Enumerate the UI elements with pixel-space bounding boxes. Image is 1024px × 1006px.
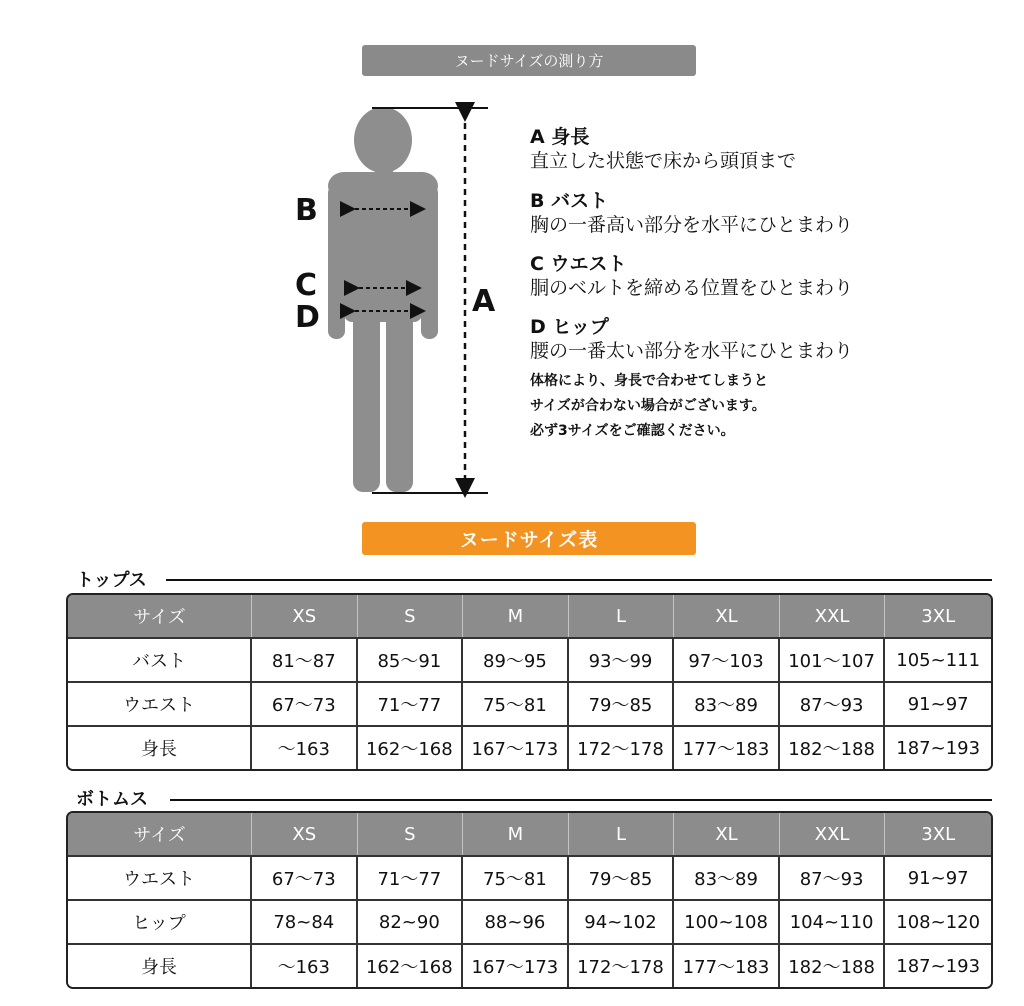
label-b: B bbox=[295, 193, 318, 228]
row-label: ウエスト bbox=[68, 855, 252, 899]
table-cell: 104~110 bbox=[780, 899, 886, 943]
column-header: XS bbox=[252, 813, 358, 855]
measure-b-title: B バスト bbox=[530, 190, 609, 212]
table-cell: 172～178 bbox=[569, 725, 675, 769]
measure-c-desc: 胴のベルトを締める位置をひとまわり bbox=[530, 277, 854, 299]
right-leg-shape bbox=[386, 312, 413, 492]
table-row bbox=[68, 681, 991, 725]
table-cell: 85～91 bbox=[358, 637, 464, 681]
table-cell: 93～99 bbox=[569, 637, 675, 681]
column-header: 3XL bbox=[885, 595, 991, 637]
column-header: XXL bbox=[780, 813, 886, 855]
table-row bbox=[68, 899, 991, 943]
measure-b bbox=[530, 189, 950, 238]
bottoms-rule bbox=[170, 799, 992, 801]
size-note bbox=[530, 369, 768, 444]
table-cell: 75～81 bbox=[463, 681, 569, 725]
tops-rule bbox=[166, 579, 992, 581]
column-header: S bbox=[358, 813, 464, 855]
label-a: A bbox=[472, 284, 496, 319]
column-header: XL bbox=[674, 595, 780, 637]
table-cell: 83～89 bbox=[674, 681, 780, 725]
note-line: サイズが合わない場合がございます。 bbox=[530, 398, 766, 414]
table-cell: ～163 bbox=[252, 725, 358, 769]
table-row bbox=[68, 637, 991, 681]
bottoms-title: ボトムス bbox=[76, 789, 148, 810]
table-cell: 91~97 bbox=[885, 855, 991, 899]
measure-c-title: C ウエスト bbox=[530, 253, 627, 275]
table-cell: 177～183 bbox=[674, 725, 780, 769]
table-cell: 79～85 bbox=[569, 681, 675, 725]
measure-d-desc: 腰の一番太い部分を水平にひとまわり bbox=[530, 340, 854, 362]
table-cell: 87～93 bbox=[780, 855, 886, 899]
table-cell: 89～95 bbox=[463, 637, 569, 681]
torso-shape bbox=[344, 182, 422, 322]
row-label: 身長 bbox=[68, 943, 252, 987]
measure-a bbox=[530, 125, 950, 174]
label-c: C bbox=[295, 268, 318, 303]
measure-c bbox=[530, 252, 950, 301]
note-line: 体格により、身長で合わせてしまうと bbox=[530, 373, 768, 389]
table-row bbox=[68, 943, 991, 987]
table-header-row bbox=[68, 595, 991, 637]
table-cell: 167～173 bbox=[463, 943, 569, 987]
measure-a-desc: 直立した状態で床から頭頂まで bbox=[530, 150, 797, 172]
table-cell: 94~102 bbox=[569, 899, 675, 943]
table-cell: 71～77 bbox=[358, 681, 464, 725]
table-cell: 88~96 bbox=[463, 899, 569, 943]
table-cell: 172～178 bbox=[569, 943, 675, 987]
table-cell: 167～173 bbox=[463, 725, 569, 769]
column-header: 3XL bbox=[885, 813, 991, 855]
bottoms-size-table bbox=[66, 811, 993, 989]
column-header: L bbox=[569, 813, 675, 855]
table-cell: 187~193 bbox=[885, 725, 991, 769]
tops-title: トップス bbox=[76, 570, 147, 591]
tops-size-table bbox=[66, 593, 993, 771]
column-header: サイズ bbox=[68, 813, 252, 855]
table-cell: 79～85 bbox=[569, 855, 675, 899]
table-header-row bbox=[68, 813, 991, 855]
size-table-header-text: ヌードサイズ表 bbox=[459, 529, 599, 551]
table-cell: 81～87 bbox=[252, 637, 358, 681]
table-cell: ～163 bbox=[252, 943, 358, 987]
table-cell: 177～183 bbox=[674, 943, 780, 987]
column-header: L bbox=[569, 595, 675, 637]
label-d: D bbox=[295, 300, 320, 335]
table-cell: 67～73 bbox=[252, 681, 358, 725]
row-label: バスト bbox=[68, 637, 252, 681]
table-cell: 82~90 bbox=[358, 899, 464, 943]
row-label: ウエスト bbox=[68, 681, 252, 725]
table-cell: 187~193 bbox=[885, 943, 991, 987]
table-cell: 105~111 bbox=[885, 637, 991, 681]
left-arm-shape bbox=[328, 185, 345, 339]
column-header: XXL bbox=[780, 595, 886, 637]
table-cell: 67～73 bbox=[252, 855, 358, 899]
column-header: S bbox=[358, 595, 464, 637]
table-cell: 78~84 bbox=[252, 899, 358, 943]
row-label: ヒップ bbox=[68, 899, 252, 943]
table-cell: 162～168 bbox=[358, 725, 464, 769]
column-header: M bbox=[463, 595, 569, 637]
measure-d bbox=[530, 315, 950, 364]
left-leg-shape bbox=[353, 312, 380, 492]
size-table-header bbox=[362, 522, 696, 555]
head-shape bbox=[354, 107, 412, 173]
table-cell: 75～81 bbox=[463, 855, 569, 899]
column-header: サイズ bbox=[68, 595, 252, 637]
table-cell: 97～103 bbox=[674, 637, 780, 681]
table-cell: 101～107 bbox=[780, 637, 886, 681]
measure-a-title: A 身長 bbox=[530, 126, 590, 148]
measure-b-desc: 胸の一番高い部分を水平にひとまわり bbox=[530, 214, 854, 236]
silhouette bbox=[328, 107, 438, 492]
note-line: 必ず3サイズをご確認ください。 bbox=[530, 423, 735, 439]
table-cell: 182～188 bbox=[780, 725, 886, 769]
table-cell: 182～188 bbox=[780, 943, 886, 987]
table-cell: 71～77 bbox=[358, 855, 464, 899]
table-cell: 83～89 bbox=[674, 855, 780, 899]
table-cell: 100~108 bbox=[674, 899, 780, 943]
column-header: XS bbox=[252, 595, 358, 637]
table-cell: 91~97 bbox=[885, 681, 991, 725]
table-cell: 162～168 bbox=[358, 943, 464, 987]
column-header: XL bbox=[674, 813, 780, 855]
table-row bbox=[68, 725, 991, 769]
table-cell: 108~120 bbox=[885, 899, 991, 943]
right-arm-shape bbox=[421, 185, 438, 339]
row-label: 身長 bbox=[68, 725, 252, 769]
measure-guide-header-text: ヌードサイズの測り方 bbox=[454, 52, 604, 70]
column-header: M bbox=[463, 813, 569, 855]
table-cell: 87～93 bbox=[780, 681, 886, 725]
table-row bbox=[68, 855, 991, 899]
measure-d-title: D ヒップ bbox=[530, 316, 609, 338]
